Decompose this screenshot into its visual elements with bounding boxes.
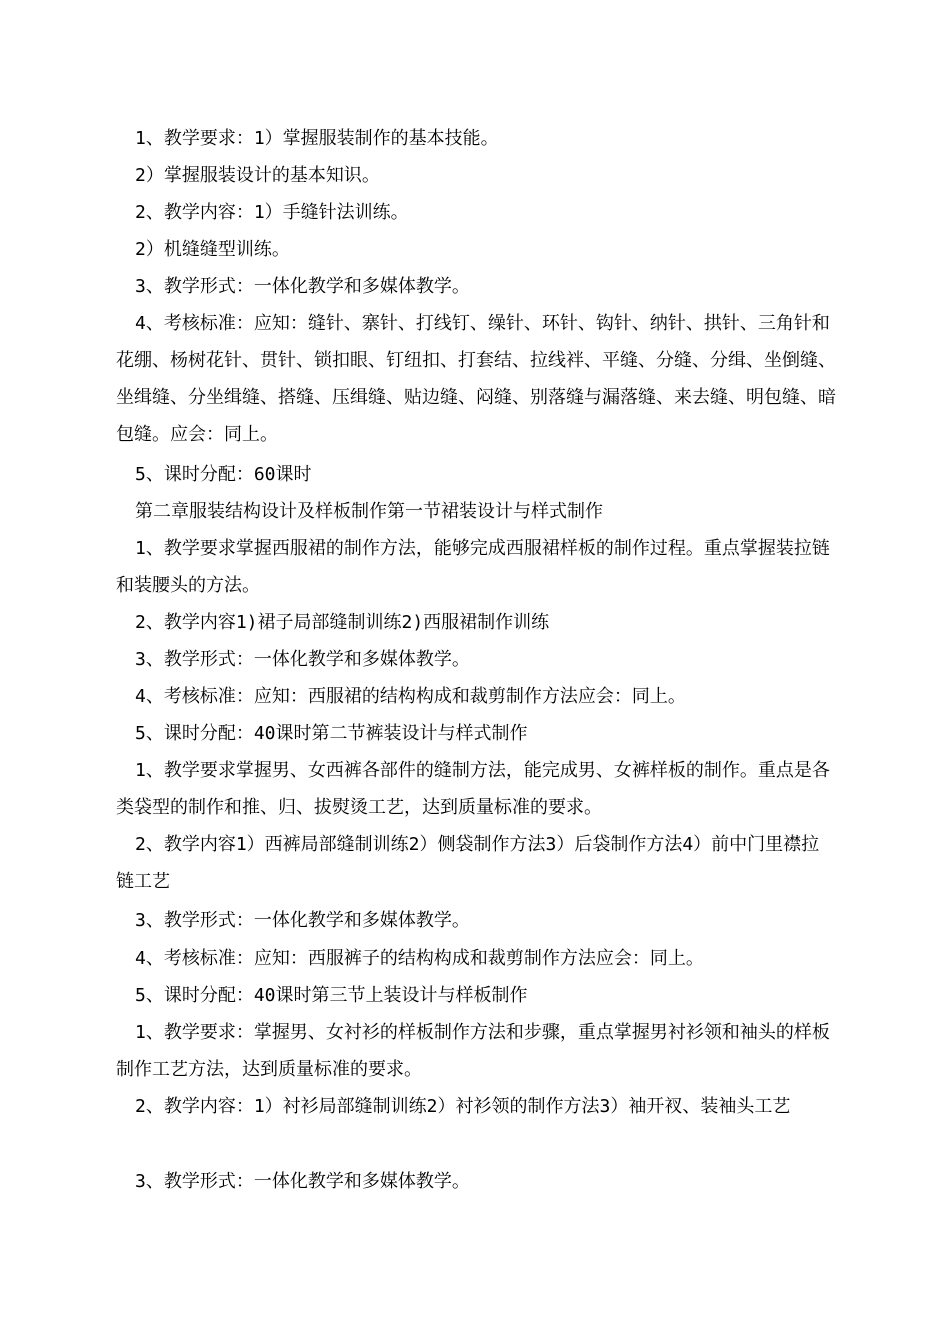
paragraph-21: 3、教学形式：一体化教学和多媒体教学。 bbox=[135, 1171, 470, 1192]
paragraph-4: 2）机缝缝型训练。 bbox=[135, 239, 290, 260]
paragraph-10: 2、教学内容1)裙子局部缝制训练2)西服裙制作训练 bbox=[135, 612, 550, 633]
paragraph-7: 5、课时分配：60课时 bbox=[135, 464, 312, 485]
paragraph-1: 1、教学要求：1）掌握服装制作的基本技能。 bbox=[135, 128, 499, 149]
paragraph-19: 1、教学要求：掌握男、女衬衫的样板制作方法和步骤，重点掌握男衬衫领和袖头的样板制作工艺方法，达到质量标准的要求。 bbox=[116, 1022, 830, 1080]
paragraph-12: 4、考核标准：应知：西服裙的结构构成和裁剪制作方法应会：同上。 bbox=[135, 686, 686, 707]
paragraph-11: 3、教学形式：一体化教学和多媒体教学。 bbox=[135, 649, 470, 670]
paragraph-16: 3、教学形式：一体化教学和多媒体教学。 bbox=[135, 910, 470, 931]
paragraph-18: 5、课时分配：40课时第三节上装设计与样板制作 bbox=[135, 985, 528, 1006]
paragraph-14: 1、教学要求掌握男、女西裤各部件的缝制方法，能完成男、女裤样板的制作。重点是各类袋型的制作和推、归、拔熨烫工艺，达到质量标准的要求。 bbox=[116, 760, 830, 818]
paragraph-15: 2、教学内容1）西裤局部缝制训练2）侧袋制作方法3）后袋制作方法4）前中门里襟拉链工艺 bbox=[116, 834, 820, 892]
paragraph-6: 4、考核标准：应知：缝针、寨针、打线钉、缲针、环针、钩针、纳针、拱针、三角针和花绷、杨树花针、贯针、锁扣眼、钉纽扣、打套结、拉线袢、平缝、分缝、分缉、坐倒缝、坐缉缝、分坐缉缝、搭缝、压缉缝、贴边缝、闷缝、别落缝与漏落缝、来去缝、明包缝、暗包缝。应会：同上。 bbox=[116, 313, 836, 445]
paragraph-17: 4、考核标准：应知：西服裤子的结构构成和裁剪制作方法应会：同上。 bbox=[135, 948, 704, 969]
paragraph-2: 2）掌握服装设计的基本知识。 bbox=[135, 165, 380, 186]
paragraph-3: 2、教学内容：1）手缝针法训练。 bbox=[135, 202, 409, 223]
paragraph-13: 5、课时分配：40课时第二节裤装设计与样式制作 bbox=[135, 723, 528, 744]
paragraph-20: 2、教学内容：1）衬衫局部缝制训练2）衬衫领的制作方法3）袖开衩、装袖头工艺 bbox=[135, 1096, 791, 1117]
paragraph-5: 3、教学形式：一体化教学和多媒体教学。 bbox=[135, 276, 470, 297]
paragraph-8: 第二章服装结构设计及样板制作第一节裙装设计与样式制作 bbox=[135, 501, 603, 522]
paragraph-9: 1、教学要求掌握西服裙的制作方法，能够完成西服裙样板的制作过程。重点掌握装拉链和装腰头的方法。 bbox=[116, 538, 830, 596]
